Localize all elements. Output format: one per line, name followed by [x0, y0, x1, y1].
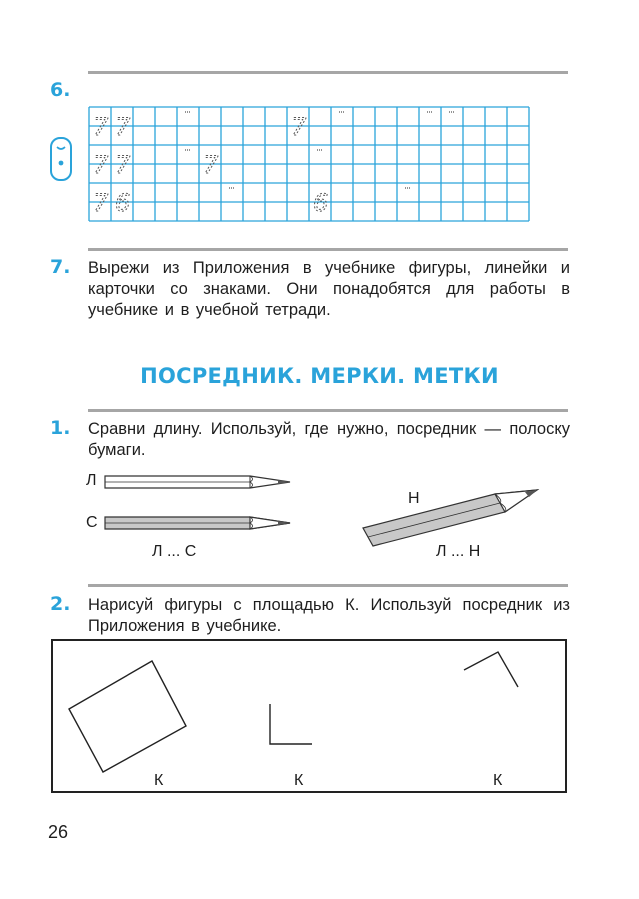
- section-title: ПОСРЕДНИК. МЕРКИ. МЕТКИ: [140, 364, 499, 388]
- task1-number: 1.: [50, 417, 71, 439]
- task2-text: Нарисуй фигуры с площадью К. Используй посредник из Приложения в учебнике.: [88, 596, 570, 635]
- area-figures: [51, 639, 567, 793]
- right-angle-shape: [270, 704, 312, 744]
- pencil-l-label: Л: [86, 472, 97, 489]
- compare-l-c: Л ... С: [152, 543, 197, 560]
- angle-shape: [464, 652, 518, 687]
- task1-text: Сравни длину. Используй, где нужно, посредник — полоску бумаги.: [88, 420, 570, 459]
- traced-digit: 7: [291, 113, 307, 141]
- figure-label-1: К: [154, 772, 164, 789]
- pencil-c-label: С: [86, 514, 98, 531]
- rectangle-shape: [69, 661, 186, 772]
- traced-digit: 7: [115, 113, 131, 141]
- figure-label-2: К: [294, 772, 304, 789]
- task6-number: 6.: [50, 79, 71, 101]
- task2-rule: [88, 584, 568, 587]
- task6-rule: [88, 71, 568, 74]
- traced-digit: 6: [115, 189, 131, 217]
- task7-text: Вырежи из Приложения в учебнике фигуры, линейки и карточки со знаками. Они понадобятся для работы в учебнике и в учебной тетради.: [88, 259, 570, 319]
- pencil-l: [100, 472, 295, 492]
- task2-number: 2.: [50, 593, 71, 615]
- figure-label-3: К: [493, 772, 503, 789]
- task7-rule: [88, 248, 568, 251]
- traced-digit: 7: [93, 151, 109, 179]
- compare-l-n: Л ... Н: [436, 543, 481, 560]
- task7-number: 7.: [50, 256, 71, 278]
- traced-digit: 7: [115, 151, 131, 179]
- pencil-n-label: Н: [408, 490, 420, 507]
- cell-grid: [88, 106, 534, 223]
- traced-digit: 7: [203, 151, 219, 179]
- hand-print-icon: [49, 136, 73, 182]
- pencil-c: [100, 513, 295, 533]
- traced-digit: 7: [93, 113, 109, 141]
- traced-digit: 6: [313, 189, 329, 217]
- task1-rule: [88, 409, 568, 412]
- page-number: 26: [48, 822, 69, 842]
- traced-digit: 7: [93, 189, 109, 217]
